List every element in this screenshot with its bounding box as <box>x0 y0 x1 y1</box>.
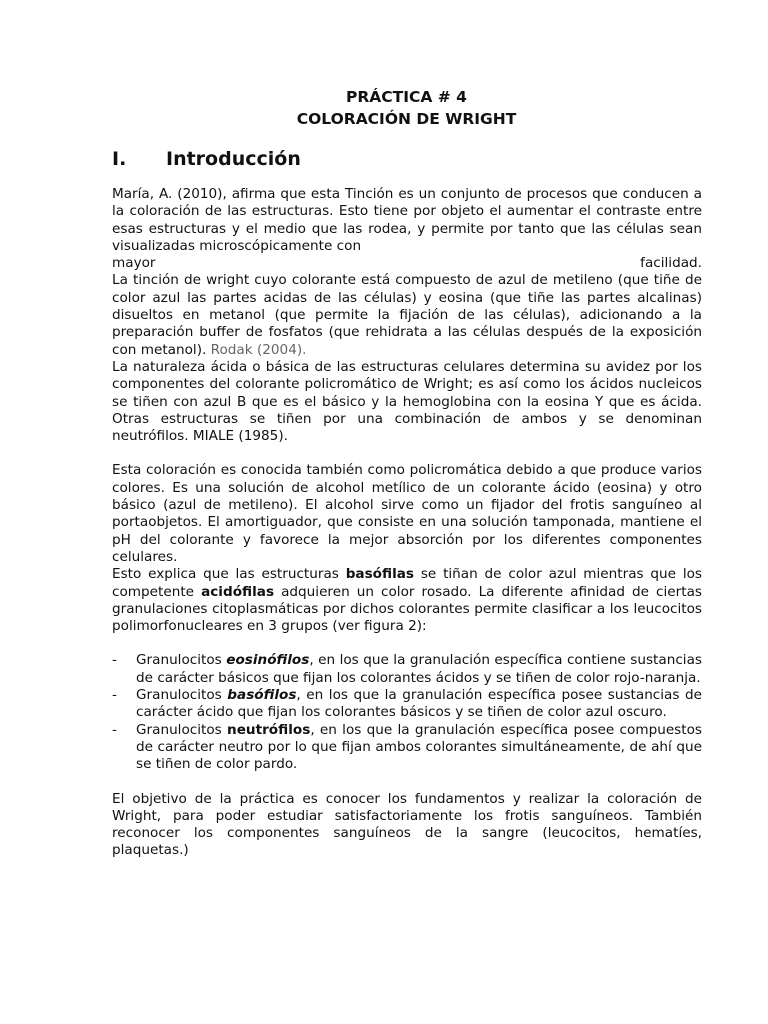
document-title-line-1: PRÁCTICA # 4 <box>346 88 467 106</box>
bullet-dash: - <box>112 721 117 738</box>
term-acidofilas: acidófilas <box>201 583 275 600</box>
list-item-text: , en los que la granulación específica posee compuestos de carácter neutro por lo que fijan ambos colorantes simultáneamente, de ahí que se tiñen de color pardo. <box>136 721 702 773</box>
list-item-text: , en los que la granulación específica contiene sustancias de carácter básicos que fijan los colorantes ácidos y se tiñen de color rojo-naranja. <box>136 652 702 686</box>
paragraph-6 <box>112 791 702 860</box>
section-heading <box>112 147 301 171</box>
list-item-prefix: Granulocitos <box>136 687 228 704</box>
paragraph-2-text: La tinción de wright cuyo colorante está compuesto de azul de metileno (que tiñe de color azul las partes acidas de las células) y eosina (que tiñe las partes alcalinas) disueltos en metanol (que permite la fijación de las células), adicionando a la preparación buffer de fosfatos (que rehidrata a las células después de la exposición con metanol). <box>112 272 702 358</box>
paragraph-2-citation: Rodak (2004). <box>210 341 307 358</box>
bullet-dash: - <box>112 687 117 704</box>
term-eosinofilos: eosinófilos <box>226 652 310 669</box>
document-body <box>112 186 702 860</box>
paragraph-4 <box>112 462 702 566</box>
paragraph-1-word-left: mayor <box>112 255 156 272</box>
paragraph-1-text: María, A. (2010), afirma que esta Tinción es un conjunto de procesos que conducen a la coloración de las estructuras. Esto tiene por objeto el aumentar el contraste entre esas estructuras y el medio que las rodea, y permite por tanto que las células sean visualizadas microscópicamente con <box>112 186 702 254</box>
term-basofilos: basófilos <box>227 687 297 704</box>
list-item-text: , en los que la granulación específica posee sustancias de carácter ácido que fijan los colorantes básicos y se tiñen de color azul oscuro. <box>136 687 702 721</box>
paragraph-6-text: El objetivo de la práctica es conocer los fundamentos y realizar la coloración de Wright, para poder estudiar satisfactoriamente los frotis sanguíneos. También reconocer los componentes sanguíneos de la sangre (leucocitos, hematíes, plaquetas.) <box>112 790 702 859</box>
term-basofilas: basófilas <box>345 566 415 583</box>
spacer <box>112 774 702 791</box>
section-title: Introducción <box>166 148 301 170</box>
list-item-basofilos <box>112 687 702 722</box>
list-item-prefix: Granulocitos <box>136 652 227 669</box>
paragraph-1-word-right: facilidad. <box>640 255 702 272</box>
paragraph-4-text: Esta coloración es conocida también como policromática debido a que produce varios colores. Es una solución de alcohol metílico de un colorante ácido (eosina) y otro básico (azul de metileno). El alcohol sirve como un fijador del frotis sanguíneo al portaobjetos. El amortiguador, que consiste en una solución tamponada, mantiene el pH del colorante y favorece la mejor absorción por los diferentes componentes celulares. <box>112 462 702 565</box>
spacer <box>112 445 702 462</box>
bullet-dash: - <box>112 652 117 669</box>
paragraph-3 <box>112 359 702 445</box>
paragraph-5-text-c: se tiñan de color azul mientras que los competente <box>112 566 702 600</box>
paragraph-2 <box>112 272 702 358</box>
list-item-prefix: Granulocitos <box>136 721 228 738</box>
spacer <box>112 635 702 652</box>
paragraph-1 <box>112 186 702 255</box>
paragraph-3-text: La naturaleza ácida o básica de las estructuras celulares determina su avidez por los componentes del colorante policromático de Wright; es así como los ácidos nucleicos se tiñen con azul B que es el básico y la hemoglobina con la eosina Y que es ácida. Otras estructuras se tiñen por una combinación de ambos y se denominan neutrófilos. MIALE (1985). <box>112 358 702 445</box>
term-neutrofilos: neutrófilos <box>227 721 311 738</box>
paragraph-1-last-line <box>112 255 702 272</box>
paragraph-5-text-e: adquieren un color rosado. La diferente afinidad de ciertas granulaciones citoplasmáticas por dichos colorantes permite clasificar a los leucocitos polimorfonucleares en 3 grupos (ver figura 2): <box>112 583 702 635</box>
paragraph-5-text-a: Esto explica que las estructuras <box>112 566 346 583</box>
granulocyte-list <box>112 652 702 773</box>
list-item-neutrofilos <box>112 722 702 774</box>
paragraph-5 <box>112 566 702 635</box>
list-item-eosinofilos <box>112 652 702 687</box>
document-title-line-2: COLORACIÓN DE WRIGHT <box>296 110 517 128</box>
section-number: I. <box>112 148 127 170</box>
